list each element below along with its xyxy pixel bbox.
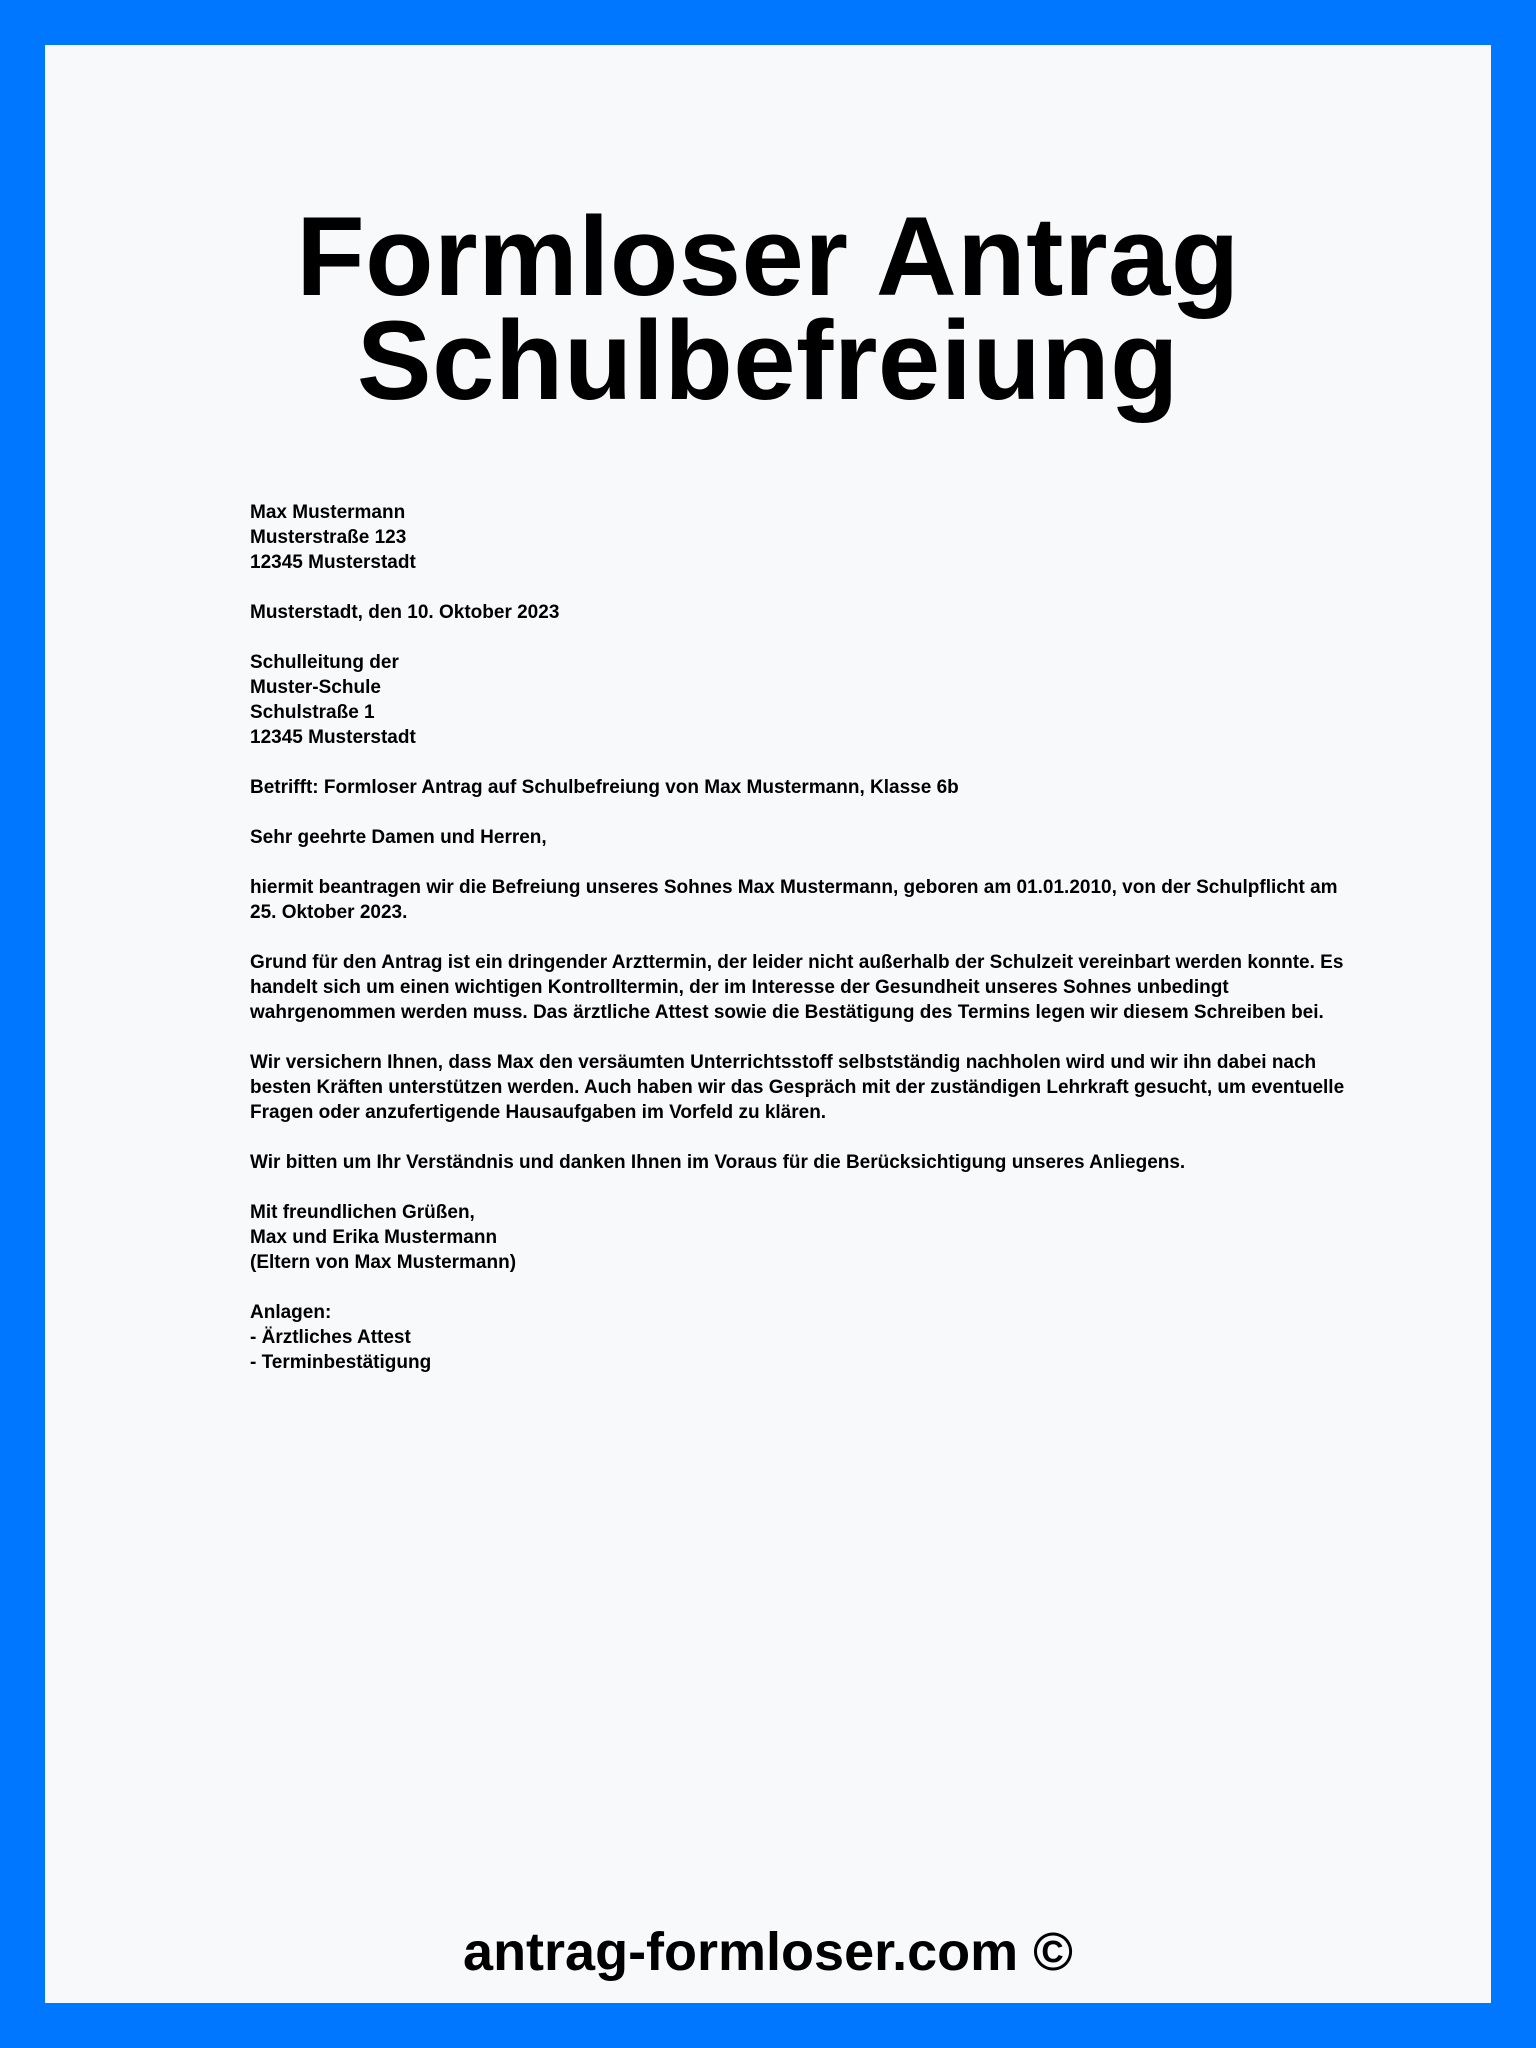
paragraph-reason: Grund für den Antrag ist ein dringender Arzttermin, der leider nicht außerhalb der Schulzeit vereinbart werden konnte. Es handelt sich um einen wichtigen Kontrolltermin, der im Interesse der Gesundheit unseres Sohnes unbedingt wahrgenommen werden muss. Das ärztliche Attest sowie die Bestätigung des Termins legen wir diesem Schreiben bei. <box>250 952 1344 1023</box>
recipient-line-1: Schulleitung der <box>250 652 399 673</box>
sender-address <box>250 500 1350 575</box>
salutation-text: Sehr geehrte Damen und Herren, <box>250 827 547 848</box>
footer-website: antrag-formloser.com © <box>463 1922 1073 1982</box>
title-line-1: Formloser Antrag <box>296 194 1240 319</box>
paragraph-assurance: Wir versichern Ihnen, dass Max den versäumten Unterrichtsstoff selbstständig nachholen wird und wir ihn dabei nach besten Kräften unterstützen werden. Auch haben wir das Gespräch mit der zuständigen Lehrkraft gesucht, um eventuelle Fragen oder anzufertigende Hausaufgaben im Vorfeld zu klären. <box>250 1052 1345 1123</box>
closing-greeting: Mit freundlichen Grüßen, <box>250 1202 475 1223</box>
sender-name: Max Mustermann <box>250 502 406 523</box>
subject-text: Betrifft: Formloser Antrag auf Schulbefreiung von Max Mustermann, Klasse 6b <box>250 777 959 798</box>
closing-names: Max und Erika Mustermann <box>250 1227 498 1248</box>
sender-city: 12345 Musterstadt <box>250 552 416 573</box>
paragraph-thanks: Wir bitten um Ihr Verständnis und danken Ihnen im Voraus für die Berücksichtigung unseres Anliegens. <box>250 1152 1186 1173</box>
letter-body <box>250 500 1350 1400</box>
attachment-item: - Terminbestätigung <box>250 1352 432 1373</box>
attachments-heading: Anlagen: <box>250 1302 332 1323</box>
salutation <box>250 825 1350 850</box>
recipient-address <box>250 650 1350 750</box>
closing <box>250 1200 1350 1275</box>
paragraph-request: hiermit beantragen wir die Befreiung unseres Sohnes Max Mustermann, geboren am 01.01.2010, von der Schulpflicht am 25. Oktober 2023. <box>250 877 1338 923</box>
document-page <box>45 45 1491 2003</box>
attachments <box>250 1300 1350 1375</box>
title-line-2: Schulbefreiung <box>356 298 1180 423</box>
document-title <box>45 194 1491 423</box>
place-date <box>250 600 1350 625</box>
place-date-text: Musterstadt, den 10. Oktober 2023 <box>250 602 560 623</box>
subject-line <box>250 775 1350 800</box>
recipient-street: Schulstraße 1 <box>250 702 375 723</box>
sender-street: Musterstraße 123 <box>250 527 407 548</box>
recipient-line-2: Muster-Schule <box>250 677 381 698</box>
closing-relation: (Eltern von Max Mustermann) <box>250 1252 517 1273</box>
recipient-city: 12345 Musterstadt <box>250 727 416 748</box>
attachment-item: - Ärztliches Attest <box>250 1327 411 1348</box>
